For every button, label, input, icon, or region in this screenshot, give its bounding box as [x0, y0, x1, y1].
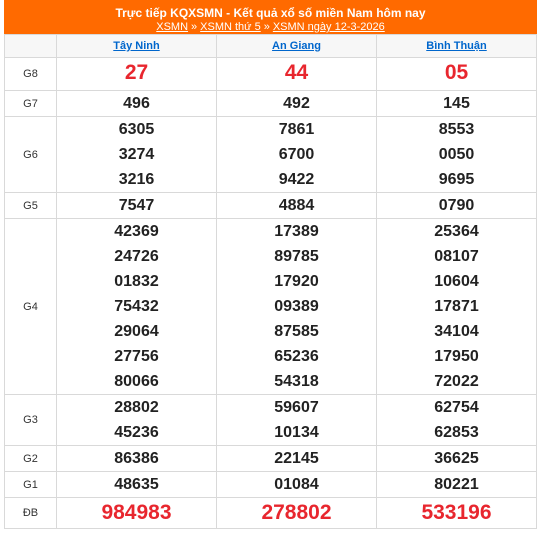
prize-row — [5, 117, 537, 193]
prize-cell — [377, 219, 537, 395]
prize-number: 62754 — [434, 399, 479, 416]
results-header — [4, 0, 537, 34]
prize-cell — [377, 58, 537, 91]
prize-number: 86386 — [114, 450, 159, 467]
prize-cell — [57, 91, 217, 117]
prize-cell — [57, 446, 217, 472]
prize-number: 22145 — [274, 450, 319, 467]
prize-number: 24726 — [114, 248, 159, 265]
prize-cell — [57, 472, 217, 498]
prize-number: 87585 — [274, 323, 319, 340]
prize-cell — [57, 498, 217, 529]
province-link-an-giang[interactable]: An Giang — [272, 40, 321, 52]
prize-row — [5, 472, 537, 498]
prize-label: G7 — [5, 91, 57, 117]
prize-cell — [57, 219, 217, 395]
prize-cell — [217, 193, 377, 219]
prize-row — [5, 446, 537, 472]
prize-cell — [57, 193, 217, 219]
prize-number: 72022 — [434, 373, 479, 390]
prize-label: G4 — [5, 219, 57, 395]
results-table — [4, 34, 537, 529]
prize-number: 01084 — [274, 476, 319, 493]
prize-number: 8553 — [438, 121, 475, 138]
province-header — [377, 35, 537, 58]
breadcrumb — [4, 21, 537, 34]
prize-number: 27756 — [114, 348, 159, 365]
prize-number: 59607 — [274, 399, 319, 416]
prize-number: 01832 — [114, 273, 159, 290]
prize-number: 984983 — [101, 501, 172, 524]
prize-number: 10134 — [274, 424, 319, 441]
prize-number: 278802 — [261, 501, 332, 524]
prize-cell — [377, 193, 537, 219]
prize-cell — [217, 117, 377, 193]
prize-number: 65236 — [274, 348, 319, 365]
prize-row — [5, 91, 537, 117]
prize-cell — [377, 91, 537, 117]
results-body — [5, 58, 537, 529]
prize-cell — [57, 117, 217, 193]
prize-row — [5, 395, 537, 446]
breadcrumb-separator: » — [263, 21, 270, 33]
table-header-row — [5, 35, 537, 58]
prize-number: 17950 — [434, 348, 479, 365]
prize-number: 0790 — [438, 197, 475, 214]
prize-number: 75432 — [114, 298, 159, 315]
prize-cell — [217, 498, 377, 529]
prize-label: G5 — [5, 193, 57, 219]
prize-label: G2 — [5, 446, 57, 472]
prize-number: 9695 — [438, 171, 475, 188]
prize-number: 42369 — [114, 223, 159, 240]
prize-cell — [377, 472, 537, 498]
prize-number: 3216 — [118, 171, 155, 188]
prize-number: 4884 — [278, 197, 315, 214]
prize-cell — [217, 91, 377, 117]
prize-cell — [217, 58, 377, 91]
prize-number: 10604 — [434, 273, 479, 290]
prize-number: 3274 — [118, 146, 155, 163]
prize-cell — [217, 472, 377, 498]
prize-cell — [57, 395, 217, 446]
prize-number: 28802 — [114, 399, 159, 416]
prize-number: 29064 — [114, 323, 159, 340]
prize-number: 496 — [123, 95, 150, 112]
province-link-tay-ninh[interactable]: Tây Ninh — [113, 40, 160, 52]
prize-row — [5, 219, 537, 395]
breadcrumb-xsmn[interactable]: XSMN — [156, 21, 189, 33]
prize-row — [5, 58, 537, 91]
results-panel — [4, 0, 537, 529]
prize-label-header — [5, 35, 57, 58]
prize-number: 36625 — [434, 450, 479, 467]
prize-number: 7547 — [118, 197, 155, 214]
prize-number: 492 — [283, 95, 310, 112]
prize-row — [5, 193, 537, 219]
prize-number: 08107 — [434, 248, 479, 265]
prize-cell — [377, 446, 537, 472]
prize-number: 62853 — [434, 424, 479, 441]
prize-number: 09389 — [274, 298, 319, 315]
prize-cell — [57, 58, 217, 91]
prize-number: 17920 — [274, 273, 319, 290]
prize-number: 0050 — [438, 146, 475, 163]
prize-number: 05 — [444, 61, 469, 84]
prize-number: 9422 — [278, 171, 315, 188]
prize-label: G3 — [5, 395, 57, 446]
prize-number: 45236 — [114, 424, 159, 441]
prize-number: 533196 — [421, 501, 492, 524]
prize-label: G6 — [5, 117, 57, 193]
province-link-binh-thuan[interactable]: Bình Thuận — [426, 40, 487, 52]
prize-number: 7861 — [278, 121, 315, 138]
prize-number: 48635 — [114, 476, 159, 493]
prize-cell — [377, 117, 537, 193]
prize-number: 80066 — [114, 373, 159, 390]
province-header — [217, 35, 377, 58]
prize-label: ĐB — [5, 498, 57, 529]
prize-label: G8 — [5, 58, 57, 91]
prize-cell — [377, 395, 537, 446]
prize-number: 89785 — [274, 248, 319, 265]
prize-number: 34104 — [434, 323, 479, 340]
prize-number: 25364 — [434, 223, 479, 240]
prize-number: 6305 — [118, 121, 155, 138]
prize-number: 145 — [443, 95, 470, 112]
prize-number: 17871 — [434, 298, 479, 315]
prize-number: 6700 — [278, 146, 315, 163]
prize-cell — [217, 219, 377, 395]
prize-number: 44 — [284, 61, 309, 84]
breadcrumb-xsmn-thu-5[interactable]: XSMN thứ 5 — [200, 21, 261, 33]
prize-row — [5, 498, 537, 529]
prize-cell — [217, 395, 377, 446]
results-title: Trực tiếp KQXSMN - Kết quả xổ số miền Nam hôm nay — [115, 6, 426, 20]
prize-number: 80221 — [434, 476, 479, 493]
prize-label: G1 — [5, 472, 57, 498]
breadcrumb-xsmn-date[interactable]: XSMN ngày 12-3-2026 — [272, 21, 385, 33]
prize-number: 17389 — [274, 223, 319, 240]
province-header — [57, 35, 217, 58]
prize-cell — [217, 446, 377, 472]
prize-cell — [377, 498, 537, 529]
breadcrumb-separator: » — [191, 21, 198, 33]
prize-number: 27 — [124, 61, 149, 84]
prize-number: 54318 — [274, 373, 319, 390]
